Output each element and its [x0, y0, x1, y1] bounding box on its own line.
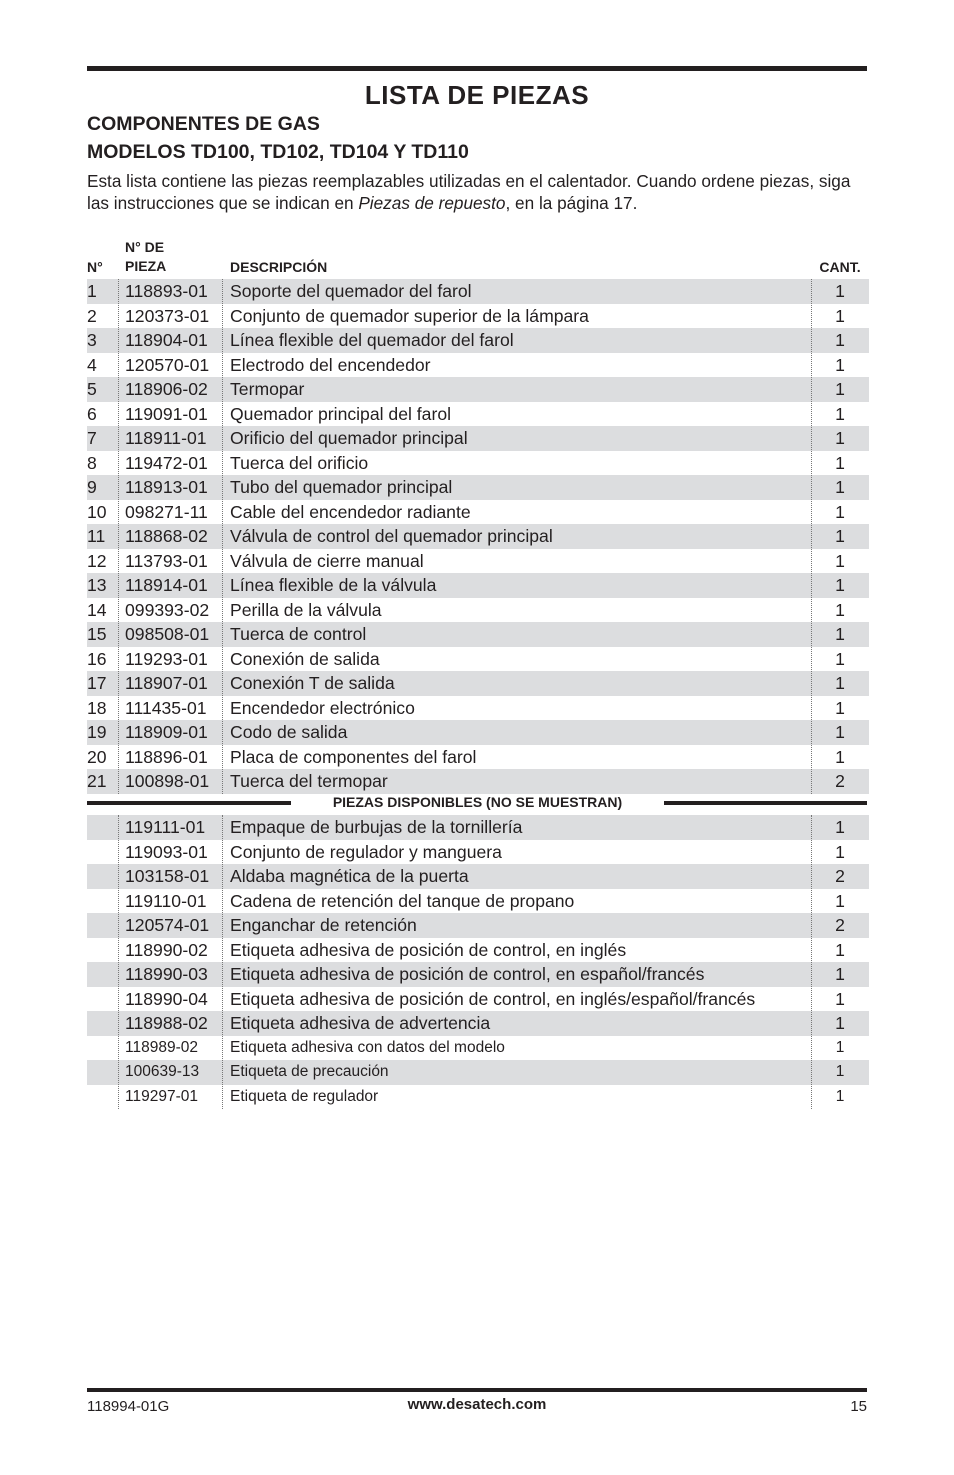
table-row	[87, 938, 869, 963]
part-number-cell: 16	[87, 648, 107, 669]
table-row	[87, 1036, 869, 1061]
table-row	[87, 987, 869, 1012]
part-description-cell: Etiqueta adhesiva con datos del modelo	[230, 1038, 505, 1056]
part-code-cell: 118907-01	[125, 673, 208, 693]
part-quantity-cell: 2	[835, 771, 845, 791]
part-number-cell: 7	[87, 428, 97, 448]
part-description-cell: Conjunto de regulador y manguera	[230, 841, 502, 862]
part-number-cell: 15	[87, 624, 107, 644]
table-row	[87, 573, 869, 598]
part-code-cell: 100898-01	[125, 771, 210, 791]
header-pieza-line2: PIEZA	[125, 258, 167, 274]
table-row	[87, 1011, 869, 1036]
part-description-cell: Orificio del quemador principal	[230, 428, 468, 448]
part-description-cell: Válvula de control del quemador principal	[230, 526, 553, 546]
part-code-cell: 118868-02	[125, 526, 208, 546]
part-code-cell: 103158-01	[125, 866, 210, 886]
column-divider	[222, 815, 223, 1109]
part-quantity-cell: 1	[835, 939, 845, 960]
part-quantity-cell: 1	[835, 379, 845, 399]
part-code-cell: 118989-02	[125, 1038, 198, 1056]
part-description-cell: Cadena de retención del tanque de propano	[230, 890, 575, 911]
page-number: 15	[850, 1398, 867, 1415]
intro-italic-ref: Piezas de repuesto	[358, 193, 506, 213]
separator-label: PIEZAS DISPONIBLES (NO SE MUESTRAN)	[332, 794, 623, 810]
part-code-cell: 099393-02	[125, 599, 210, 620]
part-quantity-cell: 1	[835, 452, 845, 473]
column-divider	[222, 279, 223, 794]
part-description-cell: Tubo del quemador principal	[230, 477, 453, 497]
part-number-cell: 5	[87, 379, 97, 399]
part-code-cell: 119293-01	[125, 648, 208, 669]
part-quantity-cell: 1	[835, 477, 845, 497]
table-row	[87, 426, 869, 451]
part-number-cell: 19	[87, 722, 107, 742]
part-description-cell: Etiqueta adhesiva de advertencia	[230, 1013, 491, 1033]
table-row	[87, 720, 869, 745]
part-quantity-cell: 1	[835, 648, 845, 669]
part-code-cell: 118990-03	[125, 964, 208, 984]
table-row	[87, 304, 869, 329]
part-description-cell: Codo de salida	[230, 722, 348, 742]
part-code-cell: 118913-01	[125, 477, 208, 497]
part-quantity-cell: 1	[835, 305, 845, 326]
part-code-cell: 119111-01	[125, 817, 206, 837]
part-quantity-cell: 1	[835, 501, 845, 522]
table-row	[87, 1085, 869, 1110]
part-code-cell: 120574-01	[125, 915, 210, 935]
part-description-cell: Empaque de burbujas de la tornillería	[230, 817, 523, 837]
doc-number: 118994-01G	[87, 1398, 170, 1415]
part-number-cell: 3	[87, 330, 97, 350]
part-description-cell: Quemador principal del farol	[230, 403, 452, 424]
part-quantity-cell: 1	[835, 890, 845, 911]
page-title: LISTA DE PIEZAS	[364, 80, 590, 110]
part-description-cell: Soporte del quemador del farol	[230, 281, 472, 301]
available-parts-separator	[87, 793, 867, 813]
part-quantity-cell: 1	[835, 599, 845, 620]
part-quantity-cell: 1	[835, 624, 845, 644]
table-row	[87, 475, 869, 500]
intro-text-2: , en la página 17.	[505, 193, 638, 213]
part-quantity-cell: 1	[835, 526, 845, 546]
bottom-rule	[87, 1388, 867, 1392]
table-row	[87, 745, 869, 770]
intro-paragraph	[87, 170, 877, 214]
part-description-cell: Aldaba magnética de la puerta	[230, 866, 469, 886]
table-row	[87, 402, 869, 427]
table-row	[87, 647, 869, 672]
part-quantity-cell: 1	[835, 817, 845, 837]
part-code-cell: 119091-01	[125, 403, 208, 424]
table-row	[87, 962, 869, 987]
part-description-cell: Conexión T de salida	[230, 673, 395, 693]
part-code-cell: 118893-01	[125, 281, 208, 301]
part-code-cell: 118990-04	[125, 988, 208, 1009]
table-row	[87, 500, 869, 525]
part-code-cell: 119110-01	[125, 890, 207, 911]
part-number-cell: 1	[87, 281, 97, 301]
part-code-cell: 119297-01	[125, 1087, 198, 1105]
website-link[interactable]: www.desatech.com	[407, 1396, 547, 1413]
part-code-cell: 118904-01	[125, 330, 208, 350]
part-number-cell: 17	[87, 673, 107, 693]
column-divider	[811, 815, 812, 1109]
part-quantity-cell: 1	[835, 575, 845, 595]
part-quantity-cell: 1	[835, 403, 845, 424]
part-quantity-cell: 1	[835, 1013, 845, 1033]
part-description-cell: Tuerca del termopar	[230, 771, 388, 791]
table-row	[87, 451, 869, 476]
part-code-cell: 098508-01	[125, 624, 210, 644]
part-quantity-cell: 1	[835, 550, 845, 571]
parts-table	[87, 279, 869, 794]
part-quantity-cell: 1	[835, 1063, 845, 1080]
part-code-cell: 118988-02	[125, 1013, 208, 1033]
header-pieza-line1: N° DE	[125, 239, 165, 255]
part-quantity-cell: 1	[835, 746, 845, 767]
part-description-cell: Encendedor electrónico	[230, 697, 415, 718]
part-quantity-cell: 1	[835, 1038, 845, 1056]
part-number-cell: 6	[87, 403, 97, 424]
table-row	[87, 889, 869, 914]
separator-rule-right	[664, 801, 867, 805]
part-code-cell: 120373-01	[125, 305, 210, 326]
part-code-cell: 120570-01	[125, 354, 210, 375]
part-quantity-cell: 1	[835, 722, 845, 742]
part-description-cell: Perilla de la válvula	[230, 599, 382, 620]
table-row	[87, 1060, 869, 1085]
part-description-cell: Placa de componentes del farol	[230, 746, 477, 767]
header-desc: DESCRIPCIÓN	[230, 259, 328, 275]
part-description-cell: Etiqueta adhesiva de posición de control, en inglés/español/francés	[230, 988, 756, 1009]
part-code-cell: 118896-01	[125, 746, 208, 767]
part-quantity-cell: 1	[835, 964, 845, 984]
table-row	[87, 815, 869, 840]
part-code-cell: 118990-02	[125, 939, 208, 960]
part-description-cell: Válvula de cierre manual	[230, 550, 424, 571]
part-code-cell: 119093-01	[125, 841, 208, 862]
table-row	[87, 622, 869, 647]
part-code-cell: 119472-01	[125, 452, 208, 473]
part-quantity-cell: 1	[835, 988, 845, 1009]
part-quantity-cell: 1	[835, 697, 845, 718]
table-row	[87, 549, 869, 574]
table-row	[87, 353, 869, 378]
table-row	[87, 769, 869, 794]
table-row	[87, 913, 869, 938]
part-description-cell: Conexión de salida	[230, 648, 380, 669]
part-quantity-cell: 1	[835, 673, 845, 693]
column-divider	[118, 815, 119, 1109]
table-row	[87, 696, 869, 721]
table-row	[87, 671, 869, 696]
part-description-cell: Cable del encendedor radiante	[230, 501, 471, 522]
part-description-cell: Enganchar de retención	[230, 915, 417, 935]
part-quantity-cell: 1	[835, 354, 845, 375]
part-code-cell: 098271-11	[125, 501, 208, 522]
part-number-cell: 4	[87, 354, 97, 375]
part-description-cell: Etiqueta de regulador	[230, 1087, 379, 1105]
part-number-cell: 9	[87, 477, 97, 497]
part-quantity-cell: 2	[835, 915, 845, 935]
part-number-cell: 13	[87, 575, 107, 595]
part-description-cell: Línea flexible de la válvula	[230, 575, 437, 595]
part-code-cell: 100639-13	[125, 1063, 200, 1080]
part-code-cell: 113793-01	[125, 550, 208, 571]
table-row	[87, 598, 869, 623]
table-row	[87, 864, 869, 889]
separator-rule-left	[87, 801, 291, 805]
header-pieza	[125, 238, 166, 276]
part-quantity-cell: 1	[835, 281, 845, 301]
models-heading: MODELOS TD100, TD102, TD104 Y TD110	[87, 141, 469, 163]
part-number-cell: 21	[87, 771, 107, 791]
table-row	[87, 840, 869, 865]
part-quantity-cell: 1	[835, 1087, 845, 1105]
part-description-cell: Tuerca de control	[230, 624, 367, 644]
header-num: N°	[87, 259, 103, 275]
extra-parts-table	[87, 815, 869, 1109]
part-number-cell: 14	[87, 599, 107, 620]
column-divider	[118, 279, 119, 794]
header-cant: CANT.	[819, 259, 861, 275]
part-quantity-cell: 2	[835, 866, 845, 886]
part-number-cell: 10	[87, 501, 107, 522]
part-description-cell: Termopar	[230, 379, 305, 399]
part-number-cell: 20	[87, 746, 107, 767]
part-quantity-cell: 1	[835, 428, 845, 448]
part-number-cell: 11	[87, 526, 106, 546]
part-code-cell: 118914-01	[125, 575, 208, 595]
top-rule	[87, 66, 867, 71]
table-row	[87, 524, 869, 549]
part-description-cell: Etiqueta adhesiva de posición de control, en inglés	[230, 939, 627, 960]
table-row	[87, 279, 869, 304]
part-description-cell: Línea flexible del quemador del farol	[230, 330, 514, 350]
part-description-cell: Etiqueta de precaución	[230, 1063, 389, 1080]
part-number-cell: 2	[87, 305, 97, 326]
part-code-cell: 118909-01	[125, 722, 208, 742]
part-code-cell: 111435-01	[125, 697, 207, 718]
part-number-cell: 18	[87, 697, 107, 718]
part-description-cell: Tuerca del orificio	[230, 452, 369, 473]
part-number-cell: 8	[87, 452, 97, 473]
part-code-cell: 118906-02	[125, 379, 208, 399]
table-row	[87, 328, 869, 353]
part-code-cell: 118911-01	[125, 428, 207, 448]
part-description-cell: Etiqueta adhesiva de posición de control, en español/francés	[230, 964, 705, 984]
part-description-cell: Electrodo del encendedor	[230, 354, 431, 375]
table-row	[87, 377, 869, 402]
intro-text-1: Esta lista contiene las piezas reemplazables utilizadas en el calentador. Cuando ordene piezas, siga las instrucciones que se indican en	[87, 171, 851, 213]
part-description-cell: Conjunto de quemador superior de la lámpara	[230, 305, 589, 326]
column-divider	[811, 279, 812, 794]
part-number-cell: 12	[87, 550, 107, 571]
part-quantity-cell: 1	[835, 330, 845, 350]
section-heading: COMPONENTES DE GAS	[87, 113, 320, 135]
part-quantity-cell: 1	[835, 841, 845, 862]
